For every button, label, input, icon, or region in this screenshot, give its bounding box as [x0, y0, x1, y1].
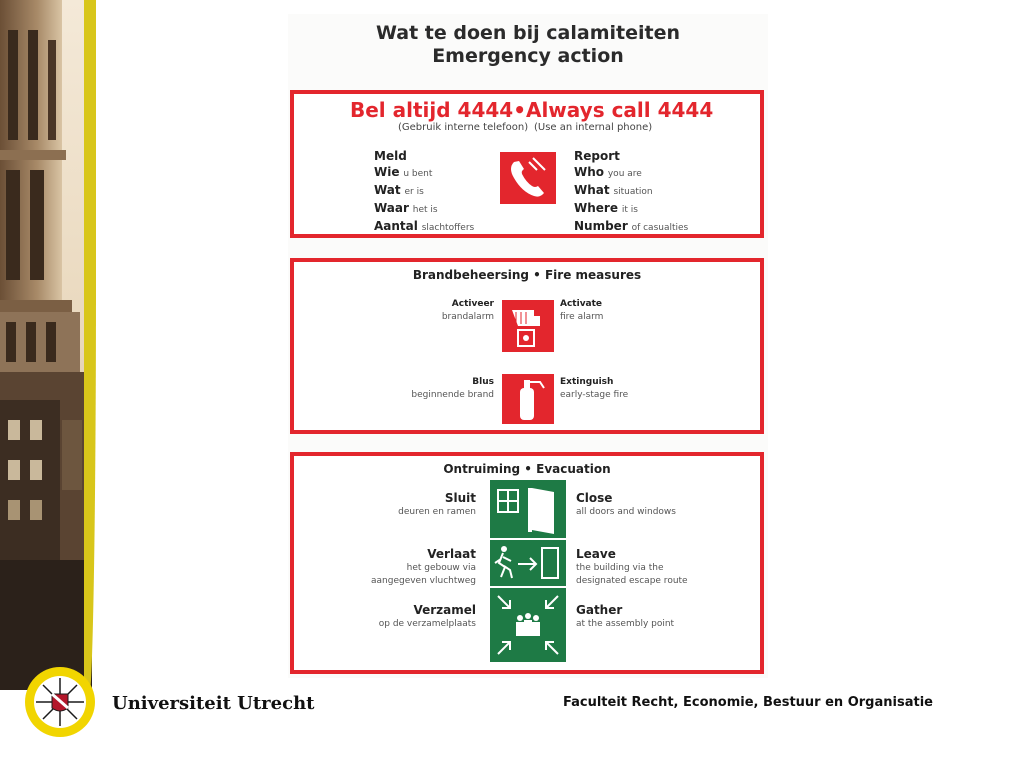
gather-nl-label: Verzamel [413, 603, 476, 617]
fire-title: Brandbeheersing • Fire measures [412, 268, 642, 282]
nl-row-desc: het is [412, 205, 438, 215]
fire-alarm-nl [442, 298, 494, 324]
poster-title-nl: Wat te doen bij calamiteiten [375, 22, 680, 44]
en-row-label: Who [574, 165, 605, 179]
gather-nl-desc: op de verzamelplaats [378, 619, 476, 629]
university-seal-logo [24, 666, 96, 738]
fire-alarm-en-label: Activate [560, 299, 603, 309]
call-headline: Bel altijd 4444•Always call 4444 [350, 98, 714, 122]
leave-nl [371, 546, 476, 588]
nl-row-label: Waar [374, 201, 409, 215]
university-name: Universiteit Utrecht [112, 693, 315, 714]
leave-nl-desc-1: het gebouw via [406, 563, 476, 573]
fire-extinguisher-icon [502, 374, 554, 424]
en-row-label: Where [574, 201, 618, 215]
fire-alarm-nl-label: Activeer [451, 299, 494, 309]
gather-en-label: Gather [576, 603, 623, 617]
phone-icon [500, 152, 556, 204]
en-row-desc: of casualties [631, 223, 689, 233]
nl-row-label: Wat [374, 183, 401, 197]
fire-alarm-nl-desc: brandalarm [441, 312, 494, 322]
extinguish-nl-desc: beginnende brand [411, 390, 494, 400]
faculty-name: Faculteit Recht, Economie, Bestuur en Organisatie [563, 695, 933, 710]
gold-accent-stripe [84, 0, 96, 700]
gather-en-desc: at the assembly point [576, 619, 675, 629]
escape-route-icon [490, 540, 566, 586]
nl-row-desc: u bent [403, 169, 433, 179]
fire-alarm-en [560, 298, 603, 324]
extinguish-nl [411, 376, 494, 402]
gather-en [576, 602, 674, 631]
fire-alarm-icon [502, 300, 554, 352]
close-en-desc: all doors and windows [576, 507, 676, 517]
nl-row-desc: er is [404, 187, 424, 197]
leave-en-desc-2: designated escape route [576, 576, 688, 586]
extinguish-en-label: Extinguish [560, 377, 614, 387]
poster-title-en: Emergency action [432, 45, 624, 67]
en-row-label: Number [574, 219, 628, 233]
call-sub-en: (Use an internal phone) [534, 122, 653, 133]
evacuation-section [290, 452, 764, 674]
cathedral-photo [0, 0, 92, 690]
close-nl [398, 490, 476, 519]
extinguish-en [560, 376, 628, 402]
fire-alarm-en-desc: fire alarm [560, 312, 604, 322]
gather-nl [379, 602, 476, 631]
evac-title: Ontruiming • Evacuation [443, 462, 611, 476]
leave-en-desc-1: the building via the [576, 563, 664, 573]
call-sub-nl: (Gebruik interne telefoon) [398, 122, 529, 133]
assembly-point-icon [490, 588, 566, 662]
en-row-label: What [574, 183, 610, 197]
close-en [576, 490, 676, 519]
report-list-nl [374, 148, 474, 236]
close-en-label: Close [576, 491, 613, 505]
close-nl-desc: deuren en ramen [398, 507, 476, 517]
en-row-desc: you are [607, 169, 642, 179]
nl-row-label: Aantal [374, 219, 418, 233]
leave-nl-desc-2: aangegeven vluchtweg [371, 576, 476, 586]
report-heading-nl: Meld [374, 149, 407, 163]
nl-row-label: Wie [374, 165, 400, 179]
fire-section [290, 258, 764, 434]
leave-en-label: Leave [576, 547, 616, 561]
leave-nl-label: Verlaat [427, 547, 476, 561]
en-row-desc: situation [613, 187, 653, 197]
emergency-poster [288, 14, 768, 678]
nl-row-desc: slachtoffers [421, 223, 475, 233]
call-section [290, 90, 764, 238]
leave-en [576, 546, 688, 588]
extinguish-nl-label: Blus [472, 377, 494, 387]
close-nl-label: Sluit [444, 491, 476, 505]
en-row-desc: it is [621, 205, 638, 215]
report-list-en [574, 148, 688, 236]
close-doors-icon [490, 480, 566, 538]
report-heading-en: Report [574, 149, 620, 163]
extinguish-en-desc: early-stage fire [560, 390, 629, 400]
